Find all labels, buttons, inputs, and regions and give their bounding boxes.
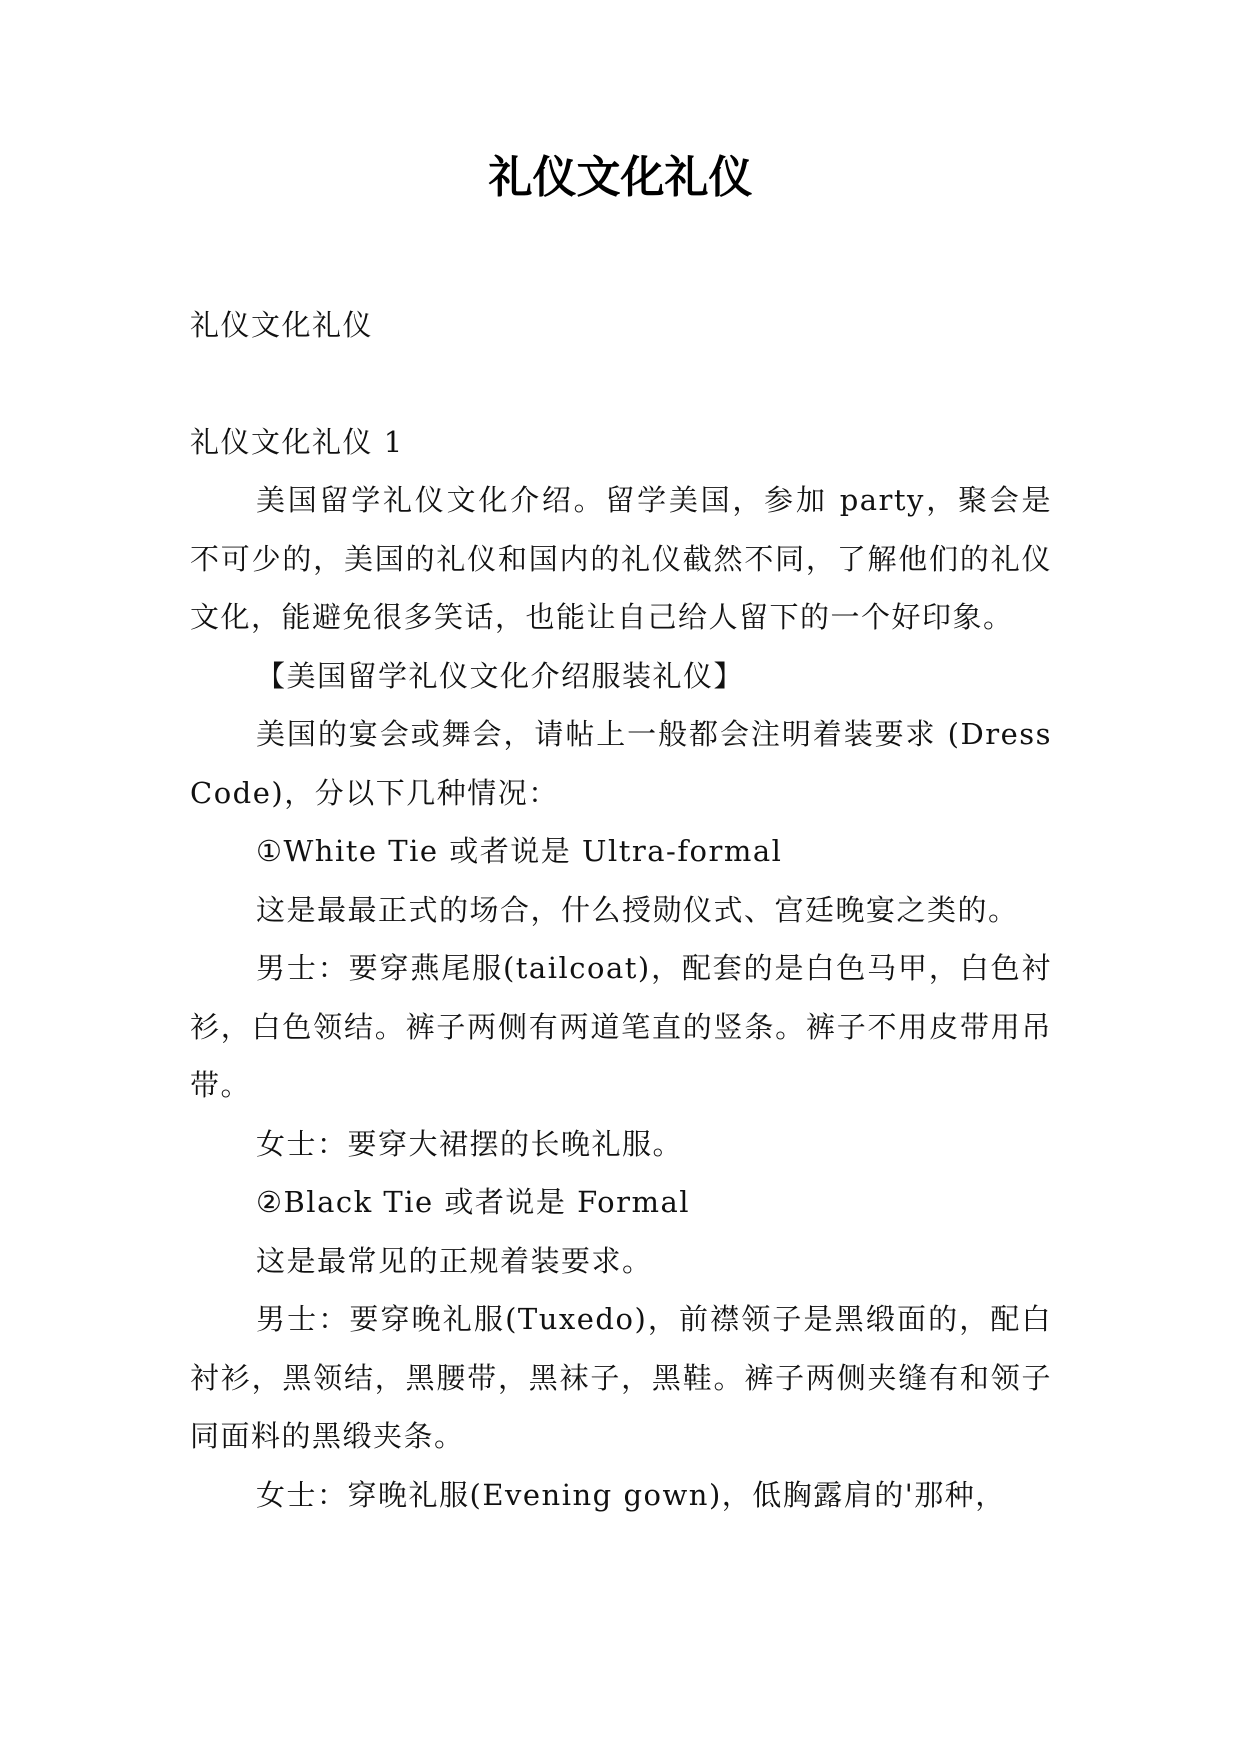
black-tie-women-paragraph: 女士：穿晚礼服(Evening gown)，低胸露肩的'那种，: [256, 1477, 1006, 1512]
section-subheading: 【美国留学礼仪文化介绍服装礼仪】: [256, 658, 745, 693]
subtitle-paragraph: 礼仪文化礼仪: [190, 308, 374, 342]
black-tie-men-paragraph: 男士：要穿晚礼服(Tuxedo)，前襟领子是黑缎面的，配白衬衫，黑领结，黑腰带，黑袜子，黑鞋。裤子两侧夹缝有和领子同面料的黑缎夹条。: [190, 1302, 1052, 1453]
intro-paragraph: 美国留学礼仪文化介绍。留学美国，参加 party，聚会是不可少的，美国的礼仪和国内的礼仪截然不同，了解他们的礼仪文化，能避免很多笑话，也能让自己给人留下的一个好印象。: [190, 483, 1052, 634]
section-heading: 礼仪文化礼仪 1: [190, 424, 404, 459]
dress-code-paragraph: 美国的宴会或舞会，请帖上一般都会注明着装要求 (Dress Code)，分以下几种情况：: [190, 717, 1052, 810]
black-tie-heading: ②Black Tie 或者说是 Formal: [256, 1185, 691, 1219]
document-body: [190, 296, 1052, 1524]
black-tie-description: 这是最常见的正规着装要求。: [256, 1243, 653, 1278]
white-tie-heading: ①White Tie 或者说是 Ultra-formal: [256, 834, 783, 868]
white-tie-men-paragraph: 男士：要穿燕尾服(tailcoat)，配套的是白色马甲，白色衬衫，白色领结。裤子两侧有两道笔直的竖条。裤子不用皮带用吊带。: [190, 951, 1052, 1102]
white-tie-description: 这是最最正式的场合，什么授勋仪式、宫廷晚宴之类的。: [256, 892, 1019, 927]
white-tie-women-paragraph: 女士：要穿大裙摆的长晚礼服。: [256, 1126, 684, 1161]
page-title: 礼仪文化礼仪: [488, 152, 753, 203]
